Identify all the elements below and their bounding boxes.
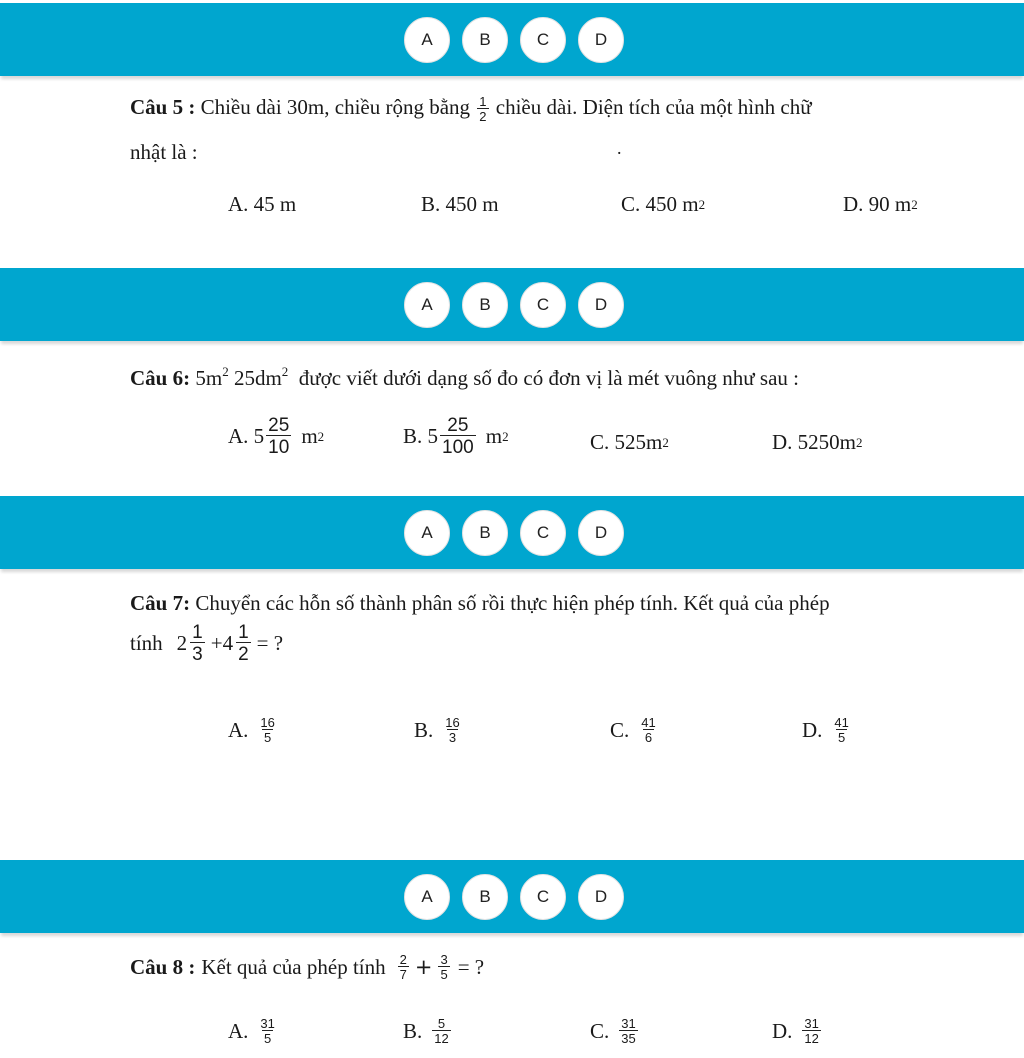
question-6-text: được viết dưới dạng số đo có đơn vị là mét vuông như sau : (298, 366, 800, 390)
question-6-expr-1: 5m (195, 366, 223, 390)
question-6-answer-c (590, 430, 669, 455)
exponent: 2 (698, 196, 706, 212)
choice-button-group (404, 282, 624, 328)
answer-bar-2 (0, 268, 1024, 341)
fraction-numerator: 3 (440, 952, 448, 967)
fraction-numerator: 31 (621, 1016, 636, 1031)
answer-text: B. 5 (403, 424, 439, 448)
fraction-denominator: 7 (399, 967, 407, 982)
question-7-answer-d (802, 716, 851, 744)
answer-bar-3 (0, 496, 1024, 569)
question-7-answer-a (228, 716, 277, 744)
mixed-number-whole: 2 (176, 631, 188, 655)
question-8-operator: + (414, 954, 433, 979)
answer-bar-1 (0, 3, 1024, 76)
fraction-numerator: 16 (445, 715, 460, 730)
choice-a-button[interactable]: A (404, 510, 450, 556)
choice-a-button[interactable]: A (404, 874, 450, 920)
question-7-answer-c (610, 716, 658, 744)
question-6-answer-d (772, 430, 863, 455)
question-5-answer-a (228, 192, 296, 217)
fraction-denominator: 10 (268, 437, 290, 458)
fraction-denominator: 12 (804, 1031, 819, 1046)
fraction-denominator: 5 (838, 730, 846, 745)
question-5-answer-b (421, 192, 499, 217)
choice-c-button[interactable]: C (520, 510, 566, 556)
answer-fraction (619, 1017, 637, 1045)
answer-fraction (258, 716, 276, 744)
question-8-line-1 (130, 953, 484, 981)
question-8-fraction-1 (398, 953, 409, 981)
answer-text: D. 90 m (843, 192, 912, 216)
question-6-line-1 (130, 365, 799, 389)
fraction-denominator: 5 (440, 967, 448, 982)
question-5-fraction (477, 95, 488, 123)
question-5-text-after: chiều dài. Diện tích của một hình chữ (495, 94, 812, 119)
question-7-answer-b (414, 716, 462, 744)
fraction-denominator: 5 (264, 730, 272, 745)
choice-d-button[interactable]: D (578, 17, 624, 63)
question-5-line-1 (130, 95, 812, 123)
exponent: 2 (502, 428, 509, 444)
choice-b-button[interactable]: B (462, 17, 508, 63)
fraction-numerator: 25 (268, 415, 290, 436)
question-7-label: Câu 7: (130, 591, 191, 615)
question-5-line-2: nhật là : (130, 140, 198, 164)
answer-unit: m (485, 424, 503, 448)
question-7-line-1 (130, 593, 830, 614)
choice-button-group (404, 510, 624, 556)
answer-text: A. 45 m (228, 192, 297, 216)
mixed-number-2-fraction (236, 623, 251, 664)
question-7-operator: +4 (210, 631, 234, 655)
question-6-answer-b (403, 416, 509, 457)
question-7-equals: = ? (256, 631, 284, 655)
answer-fraction (832, 716, 850, 744)
fraction-denominator: 2 (238, 644, 249, 665)
fraction-denominator: 3 (448, 730, 457, 745)
question-8-answer-d (772, 1017, 821, 1045)
choice-button-group (404, 874, 624, 920)
fraction-numerator: 41 (834, 715, 849, 730)
exponent: 2 (856, 434, 863, 450)
answer-text: B. 450 m (421, 192, 499, 216)
choice-b-button[interactable]: B (462, 282, 508, 328)
answer-text: D. (802, 717, 823, 742)
question-8-label: Câu 8 : (130, 954, 196, 979)
exponent: 2 (662, 434, 669, 450)
fraction-denominator: 2 (479, 109, 487, 124)
question-6-expr-2: 25dm (233, 366, 282, 390)
fraction-numerator: 5 (437, 1016, 446, 1031)
answer-text: B. (414, 717, 434, 742)
exponent: 2 (317, 428, 325, 444)
answer-fraction (443, 716, 461, 744)
question-5-text-before: Chiều dài 30m, chiều rộng bằng (200, 94, 471, 119)
fraction-denominator: 3 (192, 644, 203, 665)
answer-text: A. (228, 717, 249, 742)
question-5-dot: . (617, 138, 622, 158)
question-6-answer-a (228, 416, 324, 457)
fraction-numerator: 31 (804, 1016, 819, 1031)
answer-fraction (266, 416, 291, 457)
choice-b-button[interactable]: B (462, 510, 508, 556)
choice-c-button[interactable]: C (520, 282, 566, 328)
question-8-equals: = ? (457, 954, 485, 979)
fraction-denominator: 12 (434, 1031, 449, 1046)
question-8-text: Kết quả của phép tính (201, 954, 386, 979)
fraction-numerator: 1 (192, 622, 203, 643)
choice-c-button[interactable]: C (520, 874, 566, 920)
choice-d-button[interactable]: D (578, 282, 624, 328)
question-7-line-2-prefix: tính (130, 631, 163, 655)
fraction-denominator: 35 (621, 1031, 636, 1046)
choice-c-button[interactable]: C (520, 17, 566, 63)
answer-text: A. (228, 1018, 249, 1043)
answer-bar-4 (0, 860, 1024, 933)
answer-unit: m (301, 424, 318, 448)
exponent: 2 (911, 196, 918, 212)
question-6-label: Câu 6: (130, 366, 191, 390)
mixed-number-1-fraction (190, 623, 205, 664)
fraction-numerator: 1 (479, 94, 487, 109)
answer-text: A. 5 (228, 424, 265, 448)
answer-fraction (432, 1017, 450, 1045)
question-5-label: Câu 5 : (130, 94, 196, 119)
answer-fraction (639, 716, 657, 744)
fraction-numerator: 16 (260, 715, 275, 730)
fraction-numerator: 41 (641, 715, 656, 730)
answer-text: C. 450 m (621, 192, 699, 216)
fraction-numerator: 31 (260, 1016, 275, 1031)
choice-a-button[interactable]: A (404, 17, 450, 63)
answer-text: C. (590, 1018, 610, 1043)
answer-text: D. (772, 1018, 793, 1043)
question-5-answer-c (621, 192, 705, 217)
answer-text: C. (610, 717, 630, 742)
choice-d-button[interactable]: D (578, 510, 624, 556)
answer-fraction (802, 1017, 820, 1045)
fraction-denominator: 5 (264, 1031, 272, 1046)
question-7-line-2 (130, 623, 283, 664)
choice-button-group (404, 17, 624, 63)
answer-text: D. 5250m (772, 430, 856, 454)
question-8-answer-c (590, 1017, 638, 1045)
question-8-answer-b (403, 1017, 451, 1045)
question-8-answer-a (228, 1017, 277, 1045)
fraction-denominator: 6 (644, 730, 653, 745)
fraction-numerator: 25 (447, 415, 469, 436)
choice-b-button[interactable]: B (462, 874, 508, 920)
answer-text: C. 525m (590, 430, 663, 454)
question-8-fraction-2 (438, 953, 449, 981)
answer-fraction (440, 416, 476, 457)
choice-a-button[interactable]: A (404, 282, 450, 328)
answer-fraction (258, 1017, 276, 1045)
exponent: 2 (222, 364, 229, 379)
answer-text: B. (403, 1018, 423, 1043)
exponent: 2 (281, 364, 289, 379)
fraction-numerator: 1 (238, 622, 249, 643)
question-5-answer-d (843, 192, 918, 217)
question-7-text: Chuyển các hỗn số thành phân số rồi thực hiện phép tính. Kết quả của phép (195, 591, 830, 615)
fraction-denominator: 100 (442, 437, 474, 458)
fraction-numerator: 2 (399, 952, 407, 967)
choice-d-button[interactable]: D (578, 874, 624, 920)
